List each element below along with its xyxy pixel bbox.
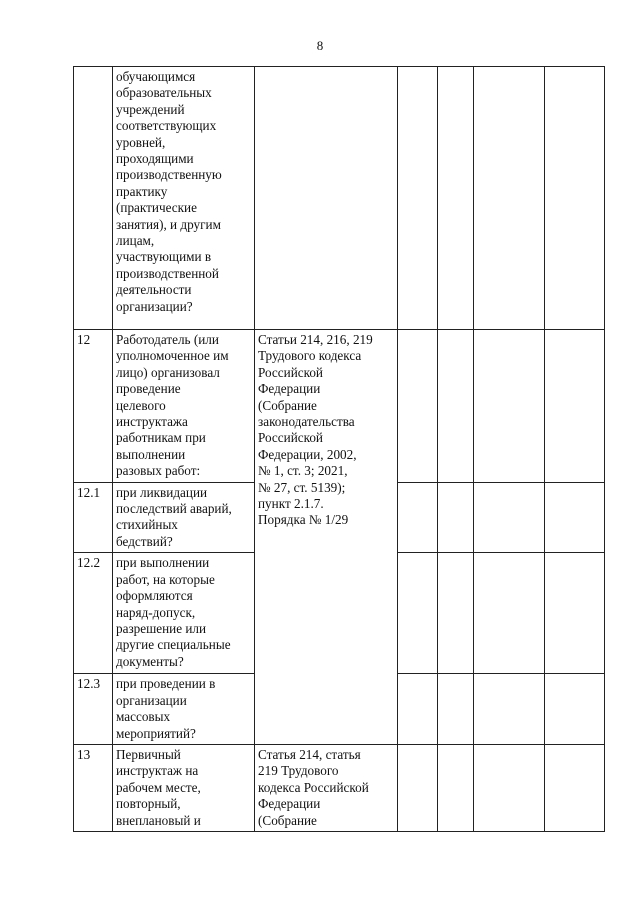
- legal-reference: Статьи 214, 216, 219 Трудового кодекса Российской Федерации (Собрание законодательства Российской Федерации, 2002, № 1, ст. 3; 2021, № 27, ст. 5139); пункт 2.1.7. Порядка № 1/29: [255, 330, 398, 745]
- answer-yes-cell: [398, 674, 438, 745]
- page-number: 8: [316, 38, 324, 53]
- notes-cell: [545, 67, 605, 330]
- answer-yes-cell: [398, 744, 438, 831]
- answer-yes-cell: [398, 67, 438, 330]
- answer-yes-cell: [398, 330, 438, 483]
- answer-na-cell: [474, 482, 545, 553]
- legal-reference: [255, 67, 398, 330]
- question-text: при проведении в организации массовых мероприятий?: [113, 674, 255, 745]
- answer-no-cell: [438, 67, 474, 330]
- answer-no-cell: [438, 330, 474, 483]
- table-row: [74, 330, 605, 483]
- notes-cell: [545, 744, 605, 831]
- answer-no-cell: [438, 482, 474, 553]
- notes-cell: [545, 330, 605, 483]
- notes-cell: [545, 674, 605, 745]
- answer-yes-cell: [398, 553, 438, 674]
- notes-cell: [545, 553, 605, 674]
- answer-na-cell: [474, 330, 545, 483]
- table-row: [74, 67, 605, 330]
- row-number: 13: [74, 744, 113, 831]
- answer-na-cell: [474, 553, 545, 674]
- answer-no-cell: [438, 674, 474, 745]
- row-number: [74, 67, 113, 330]
- row-number: 12.3: [74, 674, 113, 745]
- answer-no-cell: [438, 553, 474, 674]
- question-text: Первичный инструктаж на рабочем месте, повторный, внеплановый и: [113, 744, 255, 831]
- row-number: 12.2: [74, 553, 113, 674]
- legal-reference: Статья 214, статья 219 Трудового кодекса Российской Федерации (Собрание: [255, 744, 398, 831]
- answer-na-cell: [474, 67, 545, 330]
- answer-yes-cell: [398, 482, 438, 553]
- answer-na-cell: [474, 674, 545, 745]
- notes-cell: [545, 482, 605, 553]
- row-number: 12.1: [74, 482, 113, 553]
- checklist-table: [73, 66, 605, 832]
- question-text: обучающимся образовательных учреждений соответствующих уровней, проходящими производственную практику (практические занятия), и другим лицам, участвующими в производственной деятельности организации?: [113, 67, 255, 330]
- question-text: при ликвидации последствий аварий, стихийных бедствий?: [113, 482, 255, 553]
- table-row: [74, 744, 605, 831]
- question-text: Работодатель (или уполномоченное им лицо) организовал проведение целевого инструктажа работникам при выполнении разовых работ:: [113, 330, 255, 483]
- answer-na-cell: [474, 744, 545, 831]
- row-number: 12: [74, 330, 113, 483]
- question-text: при выполнении работ, на которые оформляются наряд-допуск, разрешение или другие специальные документы?: [113, 553, 255, 674]
- answer-no-cell: [438, 744, 474, 831]
